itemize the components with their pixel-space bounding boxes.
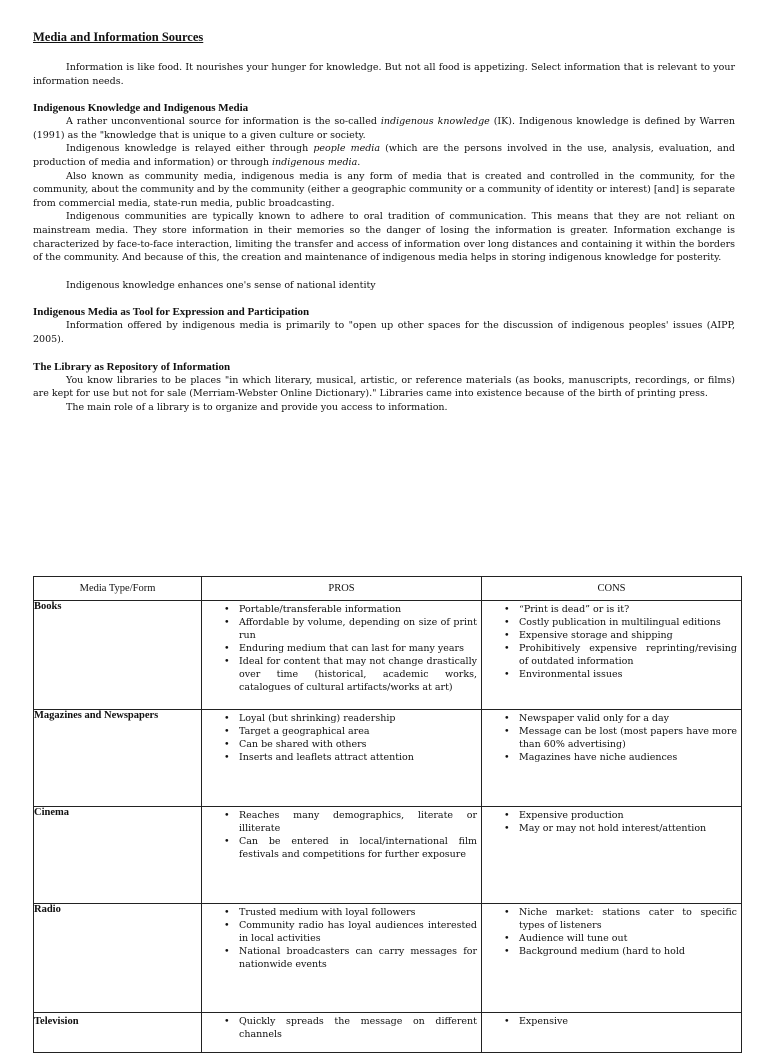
list-item: • Prohibitively expensive reprinting/revising of outdated information: [519, 642, 737, 668]
list-item: • Environmental issues: [519, 668, 737, 681]
document-body: [33, 30, 735, 414]
cons-cell: [482, 710, 742, 807]
media-type-cell: Cinema: [34, 807, 202, 904]
ik-paragraph-2: Indigenous knowledge is relayed either through people media (which are the persons involved in the use, analysis, evaluation, and production of media and information) or through indigenous media.: [33, 143, 735, 168]
table-row: [34, 601, 742, 710]
list-item: • Can be entered in local/international film festivals and competitions for further exposure: [239, 835, 477, 861]
list-item: • “Print is dead” or is it?: [519, 603, 737, 616]
table-row: [34, 1013, 742, 1053]
section-heading-library: The Library as Repository of Information: [33, 360, 231, 373]
ik-paragraph-4: Indigenous communities are typically known to adhere to oral tradition of communication. This means that they are not reliant on mainstream media. They store information in their memories so the danger of losing the information is greater. Information exchange is characterized by face-to-face interaction, limiting the transfer and access of information over long distances and containing it within the borders of the community. And because of this, the creation and maintenance of indigenous media helps in storing indigenous knowledge for posterity.: [33, 211, 735, 264]
header-pros: PROS: [202, 577, 482, 601]
list-item: • Niche market: stations cater to specific types of listeners: [519, 906, 737, 932]
list-item: • Expensive production: [519, 809, 737, 822]
cons-cell: [482, 601, 742, 710]
list-item: • Expensive storage and shipping: [519, 629, 737, 642]
media-type-cell: Television: [34, 1013, 202, 1053]
list-item: • Quickly spreads the message on different channels: [239, 1015, 477, 1041]
section-heading-tool: Indigenous Media as Tool for Expression and Participation: [33, 306, 310, 319]
media-type-cell: Radio: [34, 904, 202, 1013]
list-item: • Message can be lost (most papers have more than 60% advertising): [519, 725, 737, 751]
pros-cell: [202, 807, 482, 904]
tool-paragraph-1: Information offered by indigenous media is primarily to "open up other spaces for the discussion of indigenous peoples' issues (AIPP, 2005).: [33, 320, 735, 345]
ik-paragraph-5: Indigenous knowledge enhances one's sense of national identity: [66, 279, 376, 291]
list-item: • National broadcasters can carry messages for nationwide events: [239, 945, 477, 971]
list-item: • Expensive: [519, 1015, 737, 1028]
intro-paragraph: Information is like food. It nourishes your hunger for knowledge. But not all food is appetizing. Select information that is relevant to your information needs.: [33, 62, 735, 87]
table-header-row: [34, 577, 742, 601]
list-item: • Costly publication in multilingual editions: [519, 616, 737, 629]
list-item: • May or may not hold interest/attention: [519, 822, 737, 835]
ik-paragraph-1: A rather unconventional source for information is the so-called indigenous knowledge (IK). Indigenous knowledge is defined by Warren (1991) as the "knowledge that is unique to a given culture or society.: [33, 116, 735, 141]
list-item: • Loyal (but shrinking) readership: [239, 712, 477, 725]
header-cons: CONS: [482, 577, 742, 601]
list-item: • Can be shared with others: [239, 738, 477, 751]
pros-cell: [202, 904, 482, 1013]
pros-cell: [202, 1013, 482, 1053]
section-heading-ik: Indigenous Knowledge and Indigenous Media: [33, 102, 249, 115]
table-row: [34, 807, 742, 904]
list-item: • Enduring medium that can last for many years: [239, 642, 477, 655]
cons-cell: [482, 1013, 742, 1053]
pros-cell: [202, 710, 482, 807]
list-item: • Community radio has loyal audiences interested in local activities: [239, 919, 477, 945]
cons-cell: [482, 807, 742, 904]
list-item: • Target a geographical area: [239, 725, 477, 738]
list-item: • Inserts and leaflets attract attention: [239, 751, 477, 764]
list-item: • Audience will tune out: [519, 932, 737, 945]
list-item: • Newspaper valid only for a day: [519, 712, 737, 725]
media-pros-cons-table: [33, 576, 742, 1053]
list-item: • Magazines have niche audiences: [519, 751, 737, 764]
table-row: [34, 904, 742, 1013]
media-type-cell: Magazines and Newspapers: [34, 710, 202, 807]
ik-paragraph-3: Also known as community media, indigenous media is any form of media that is created and controlled in the community, for the community, about the community and by the community (either a geographic community or a community of identity or interest) [and] is separate from commercial media, state-run media, public broadcasting.: [33, 170, 735, 209]
cons-cell: [482, 904, 742, 1013]
table-row: [34, 710, 742, 807]
list-item: • Reaches many demographics, literate or illiterate: [239, 809, 477, 835]
library-paragraph-2: The main role of a library is to organize and provide you access to information.: [66, 401, 448, 413]
media-type-cell: Books: [34, 601, 202, 710]
library-paragraph-1: You know libraries to be places "in which literary, musical, artistic, or reference materials (as books, manuscripts, recordings, or films) are kept for use but not for sale (Merriam-Webster Online Dictionary)." Libraries came into existence because of the birth of printing press.: [33, 374, 735, 400]
list-item: • Ideal for content that may not change drastically over time (historical, academic works, catalogues of cultural artifacts/works at art): [239, 655, 477, 694]
header-media-type: Media Type/Form: [34, 577, 202, 601]
pros-cell: [202, 601, 482, 710]
page-title: Media and Information Sources: [33, 30, 204, 44]
list-item: • Portable/transferable information: [239, 603, 477, 616]
list-item: • Background medium (hard to hold: [519, 945, 737, 958]
list-item: • Affordable by volume, depending on size of print run: [239, 616, 477, 642]
list-item: • Trusted medium with loyal followers: [239, 906, 477, 919]
